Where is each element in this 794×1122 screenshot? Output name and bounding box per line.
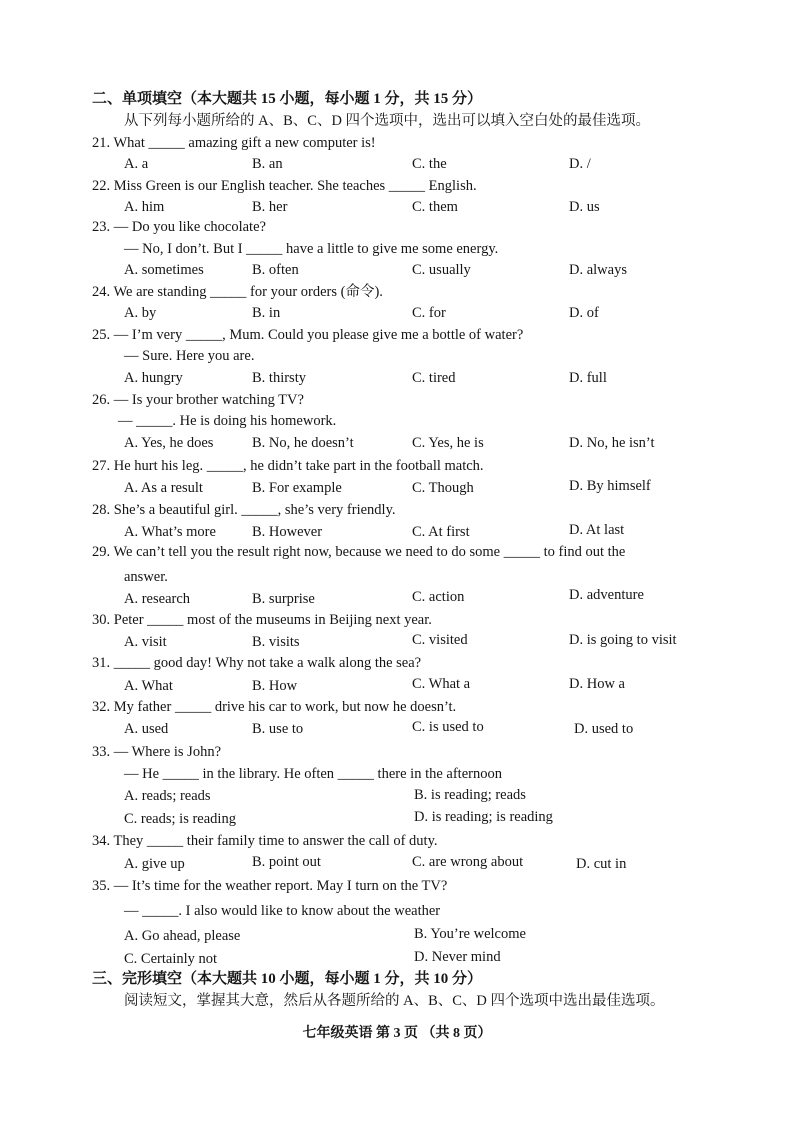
option-c: C. What a [412, 676, 471, 692]
option-c: C. visited [412, 632, 468, 648]
option-a: A. reads; reads [124, 788, 211, 804]
option-d: D. cut in [576, 856, 627, 872]
option-b: B. How [252, 678, 298, 694]
option-c: C. Yes, he is [412, 435, 484, 451]
option-c: C. are wrong about [412, 854, 524, 870]
question-stem: 27. He hurt his leg. _____, he didn’t take part in the football match. [92, 458, 484, 474]
option-d: D. is going to visit [569, 632, 677, 648]
question-dialogue-line: — _____. I also would like to know about the weather [124, 903, 441, 919]
question-stem: 29. We can’t tell you the result right now, because we need to do some _____ to find out the [92, 544, 626, 560]
option-c: C. action [412, 589, 465, 605]
option-d: D. of [569, 305, 599, 321]
question-stem: 35. — It’s time for the weather report. May I turn on the TV? [92, 878, 448, 894]
question-stem: 23. — Do you like chocolate? [92, 219, 266, 235]
question-stem-continued: answer. [124, 569, 168, 585]
option-d: D. How a [569, 676, 625, 692]
option-b: B. For example [252, 480, 342, 496]
option-b: B. point out [252, 854, 321, 870]
option-c: C. Though [412, 480, 474, 496]
option-d: D. is reading; is reading [414, 809, 553, 825]
option-a: A. him [124, 199, 165, 215]
option-a: A. a [124, 156, 149, 172]
question-stem: 25. — I’m very _____, Mum. Could you please give me a bottle of water? [92, 327, 524, 343]
question-stem: 32. My father _____ drive his car to work, but now he doesn’t. [92, 699, 457, 715]
option-b: B. her [252, 199, 288, 215]
question-stem: 26. — Is your brother watching TV? [92, 392, 304, 408]
question-stem: 33. — Where is John? [92, 744, 221, 760]
question-stem: 28. She’s a beautiful girl. _____, she’s very friendly. [92, 502, 396, 518]
option-a: A. used [124, 721, 169, 737]
option-a: A. What’s more [124, 524, 216, 540]
option-b: B. visits [252, 634, 300, 650]
question-stem: 22. Miss Green is our English teacher. She teaches _____ English. [92, 178, 477, 194]
question-stem: 31. _____ good day! Why not take a walk along the sea? [92, 655, 422, 671]
option-d: D. used to [574, 721, 634, 737]
section-instruction: 从下列每小题所给的 A、B、C、D 四个选项中，选出可以填入空白处的最佳选项。 [124, 113, 651, 129]
option-d: D. At last [569, 522, 625, 538]
option-a: A. What [124, 678, 173, 694]
option-d: D. Never mind [414, 949, 501, 965]
option-a: A. Yes, he does [124, 435, 214, 451]
option-c: C. them [412, 199, 458, 215]
option-a: A. Go ahead, please [124, 928, 241, 944]
option-b: B. thirsty [252, 370, 306, 386]
option-a: A. visit [124, 634, 167, 650]
option-c: C. usually [412, 262, 471, 278]
section-heading: 二、单项填空（本大题共 15 小题，每小题 1 分，共 15 分） [92, 91, 483, 107]
option-b: B. However [252, 524, 323, 540]
question-dialogue-line: — _____. He is doing his homework. [118, 413, 337, 429]
option-d: D. adventure [569, 587, 644, 603]
option-c: C. the [412, 156, 447, 172]
question-stem: 21. What _____ amazing gift a new computer is! [92, 135, 376, 151]
section-instruction: 阅读短文，掌握其大意，然后从各题所给的 A、B、C、D 四个选项中选出最佳选项。 [124, 993, 665, 1009]
option-b: B. an [252, 156, 283, 172]
option-b: B. surprise [252, 591, 315, 607]
question-stem: 34. They _____ their family time to answer the call of duty. [92, 833, 438, 849]
option-a: A. As a result [124, 480, 203, 496]
question-dialogue-line: — No, I don’t. But I _____ have a little to give me some energy. [124, 241, 499, 257]
option-c: C. tired [412, 370, 456, 386]
option-b: B. You’re welcome [414, 926, 526, 942]
option-c: C. Certainly not [124, 951, 218, 967]
question-stem: 24. We are standing _____ for your orders (命令). [92, 284, 383, 300]
option-b: B. in [252, 305, 281, 321]
option-a: A. research [124, 591, 191, 607]
option-a: A. hungry [124, 370, 183, 386]
option-a: A. give up [124, 856, 185, 872]
question-dialogue-line: — He _____ in the library. He often _____ there in the afternoon [124, 766, 502, 782]
option-a: A. by [124, 305, 157, 321]
page-footer: 七年级英语 第 3 页 （共 8 页） [302, 1026, 492, 1041]
option-d: D. always [569, 262, 627, 278]
option-d: D. / [569, 156, 591, 172]
option-c: C. for [412, 305, 446, 321]
option-d: D. By himself [569, 478, 651, 494]
option-d: D. full [569, 370, 607, 386]
option-c: C. reads; is reading [124, 811, 236, 827]
option-b: B. No, he doesn’t [252, 435, 354, 451]
option-b: B. use to [252, 721, 304, 737]
option-d: D. No, he isn’t [569, 435, 655, 451]
option-c: C. At first [412, 524, 470, 540]
option-b: B. is reading; reads [414, 787, 526, 803]
section-heading: 三、完形填空（本大题共 10 小题，每小题 1 分，共 10 分） [92, 971, 483, 987]
question-dialogue-line: — Sure. Here you are. [124, 348, 255, 364]
option-c: C. is used to [412, 719, 484, 735]
option-d: D. us [569, 199, 600, 215]
question-stem: 30. Peter _____ most of the museums in Beijing next year. [92, 612, 432, 628]
option-b: B. often [252, 262, 299, 278]
option-a: A. sometimes [124, 262, 204, 278]
